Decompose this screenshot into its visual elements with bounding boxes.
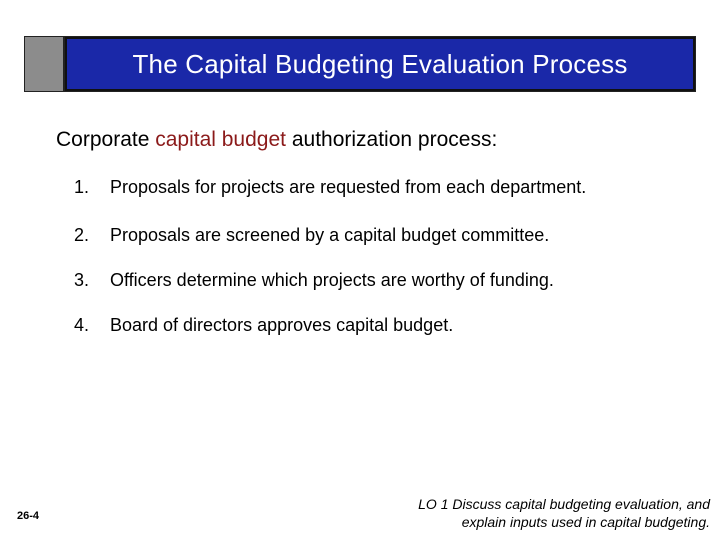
title-accent-block (25, 37, 65, 91)
intro-line (56, 128, 497, 152)
item-number: 2. (74, 225, 90, 245)
learning-objective (418, 495, 710, 531)
page-number: 26-4 (17, 510, 40, 522)
process-steps-list (74, 172, 654, 340)
item-text: Proposals for projects are requested from each department. (110, 177, 587, 197)
list-item (74, 265, 654, 295)
item-text: Proposals are screened by a capital budget committee. (110, 225, 550, 245)
intro-text-before: Corporate (56, 128, 156, 151)
slide-title: The Capital Budgeting Evaluation Process (132, 48, 628, 79)
list-item (74, 172, 654, 202)
title-bar (24, 36, 696, 92)
item-text: Officers determine which projects are worthy of funding. (110, 270, 554, 290)
item-number: 1. (74, 177, 90, 197)
item-number: 3. (74, 270, 90, 290)
learning-objective-line-2: explain inputs used in capital budgeting. (461, 514, 710, 530)
learning-objective-line-1: LO 1 Discuss capital budgeting evaluation, and (418, 496, 710, 512)
intro-text-after: authorization process: (286, 128, 498, 151)
item-text: Board of directors approves capital budget. (110, 315, 454, 335)
list-item (74, 220, 654, 250)
list-item (74, 310, 654, 340)
title-panel (65, 37, 695, 91)
item-number: 4. (74, 315, 90, 335)
intro-highlight: capital budget (155, 128, 286, 151)
